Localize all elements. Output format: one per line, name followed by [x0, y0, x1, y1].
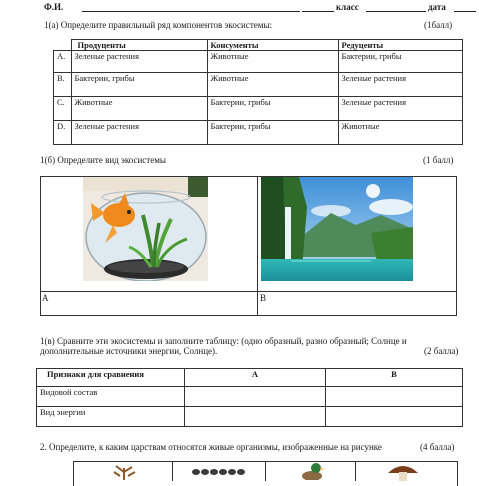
labels-row: [40, 291, 457, 316]
class-line[interactable]: [366, 11, 426, 12]
waterfall-illustration: [261, 177, 413, 281]
date-label: дата: [428, 2, 446, 12]
cell: Бактерии, грибы: [338, 51, 463, 73]
row-letter: B.: [54, 73, 72, 97]
answer-cell-energy-b[interactable]: [326, 407, 463, 427]
aquarium-image: [83, 177, 208, 281]
cell: Бактерии, грибы: [207, 97, 338, 121]
cell: Зеленые растения: [71, 51, 207, 73]
row-letter: D.: [54, 121, 72, 145]
fio-line-2: [302, 11, 334, 12]
question-1b-text: 1(б) Определите вид экосистемы: [40, 155, 166, 165]
col-producers: Продуценты: [71, 40, 207, 51]
col-consumers: Консументы: [207, 40, 338, 51]
answer-row-a[interactable]: [54, 51, 463, 73]
answer-cell-species-b[interactable]: [326, 387, 463, 407]
question-2-text: 2. Определите, к каким царствам относятся живые организмы, изображенные на рисунке: [40, 442, 382, 452]
row-letter: C.: [54, 97, 72, 121]
mushroom-icon: [386, 463, 420, 481]
question-1a-score: (1балл): [424, 20, 453, 30]
cell: Животные: [207, 73, 338, 97]
col-decomposers: Редуценты: [338, 40, 463, 51]
label-b: B: [260, 293, 267, 303]
question-1c-text-line2: дополнительные источники энергии, Солнце).: [40, 346, 218, 356]
cell: Животные: [71, 97, 207, 121]
question-1c-text-line1: 1(в) Сравните эти экосистемы и заполните таблицу: (одно образный, разно образный; Солнце и: [40, 336, 407, 346]
strip-divider-2: [265, 461, 266, 481]
label-a: A: [42, 293, 49, 303]
cell: Животные: [338, 121, 463, 145]
aquarium-illustration: [83, 177, 208, 281]
row-species: Видовой состав: [37, 387, 185, 407]
labels-divider: [257, 291, 258, 315]
question-2-score: (4 балла): [420, 442, 455, 452]
fio-label: Ф.И.: [44, 2, 64, 12]
cell: Бактерии, грибы: [207, 121, 338, 145]
col-criteria: Признаки для сравнения: [37, 369, 185, 387]
comparison-table: [36, 368, 463, 427]
bacteria-chain-icon: [190, 466, 250, 478]
strip-divider-1: [172, 461, 173, 481]
answer-row-c[interactable]: [54, 97, 463, 121]
cell: Бактерии, грибы: [71, 73, 207, 97]
fio-line[interactable]: [82, 11, 300, 12]
row-letter: A.: [54, 51, 72, 73]
cell: Зеленые растения: [338, 97, 463, 121]
answer-cell-energy-a[interactable]: [185, 407, 326, 427]
waterfall-image: [261, 177, 413, 281]
question-1b-score: (1 балл): [423, 155, 454, 165]
answer-cell-species-a[interactable]: [185, 387, 326, 407]
cell: Зеленые растения: [71, 121, 207, 145]
row-energy: Вид энергии: [37, 407, 185, 427]
plant-sprout-icon: [108, 464, 140, 480]
answer-row-d[interactable]: [54, 121, 463, 145]
date-line[interactable]: [454, 11, 476, 12]
col-b: B: [326, 369, 463, 387]
cell: Животные: [207, 51, 338, 73]
question-1a-text: 1(а) Определите правильный ряд компонентов экосистемы:: [44, 20, 273, 30]
answer-row-b[interactable]: [54, 73, 463, 97]
col-a: A: [185, 369, 326, 387]
strip-divider-3: [355, 461, 356, 481]
duck-icon: [298, 462, 326, 480]
question-1c-score: (2 балла): [424, 346, 459, 356]
corner-cell: [54, 40, 72, 51]
class-label: класс: [336, 2, 359, 12]
cell: Зеленые растения: [338, 73, 463, 97]
question-1a-table: [53, 39, 463, 145]
